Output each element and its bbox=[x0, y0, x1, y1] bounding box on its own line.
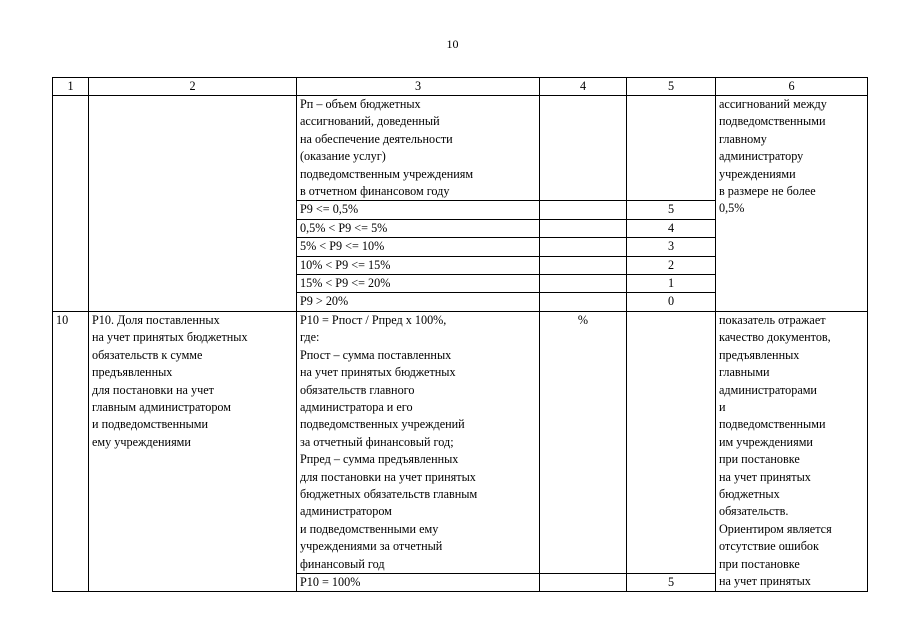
text-line: на учет принятых bbox=[719, 573, 811, 588]
text-line: ассигнований, доведенный bbox=[300, 114, 440, 129]
score-unit bbox=[540, 201, 627, 219]
row9-comment-cell bbox=[716, 96, 868, 312]
text-line: и bbox=[719, 399, 726, 414]
score-value: 1 bbox=[627, 275, 716, 293]
text-line: для постановки на учет bbox=[92, 382, 214, 397]
text-line: Рп – объем бюджетных bbox=[300, 97, 421, 111]
text-line: при постановке bbox=[719, 452, 800, 467]
text-line: 0,5% bbox=[719, 201, 745, 216]
text-line: ему учреждениями bbox=[92, 434, 191, 449]
header-cell-6: 6 bbox=[716, 78, 868, 96]
text-line: учреждениями bbox=[719, 166, 796, 181]
text-line: финансовый год bbox=[300, 556, 385, 571]
score-condition: Р10 = 100% bbox=[297, 573, 540, 591]
score-value: 5 bbox=[627, 573, 716, 591]
text-line: для постановки на учет принятых bbox=[300, 469, 476, 484]
score-condition: Р9 <= 0,5% bbox=[297, 201, 540, 219]
row9-name-cell bbox=[89, 96, 297, 312]
score-value: 0 bbox=[627, 293, 716, 311]
text-line: предъявленных bbox=[719, 347, 800, 362]
text-line: на обеспечение деятельности bbox=[300, 131, 453, 146]
row9-unit-cell bbox=[540, 96, 627, 201]
text-line: за отчетный финансовый год; bbox=[300, 434, 454, 449]
text-line: главными bbox=[719, 365, 770, 380]
text-line: отсутствие ошибок bbox=[719, 539, 819, 554]
text-line: подведомственных учреждений bbox=[300, 417, 465, 432]
text-line: Рпост – сумма поставленных bbox=[300, 347, 452, 362]
text-line: администратором bbox=[300, 504, 392, 519]
row10-number-cell: 10 bbox=[53, 311, 89, 592]
row9-formula-cell bbox=[297, 96, 540, 201]
row9-number-cell bbox=[53, 96, 89, 312]
text-line: на учет принятых bbox=[719, 469, 811, 484]
score-condition: 5% < Р9 <= 10% bbox=[297, 238, 540, 256]
score-value: 2 bbox=[627, 256, 716, 274]
row10-formula-cell bbox=[297, 311, 540, 573]
score-unit bbox=[540, 219, 627, 237]
score-unit bbox=[540, 293, 627, 311]
score-value: 5 bbox=[627, 201, 716, 219]
text-line: и подведомственными ему bbox=[300, 521, 439, 536]
text-line: на учет принятых бюджетных bbox=[300, 365, 456, 380]
text-line: предъявленных bbox=[92, 365, 173, 380]
row10-comment-cell bbox=[716, 311, 868, 592]
header-cell-4: 4 bbox=[540, 78, 627, 96]
text-line: Р10. Доля поставленных bbox=[92, 312, 220, 327]
table-row bbox=[53, 311, 868, 573]
text-line: обязательств. bbox=[719, 504, 789, 519]
text-line: при постановке bbox=[719, 556, 800, 571]
text-line: администратору bbox=[719, 149, 804, 164]
score-unit bbox=[540, 238, 627, 256]
text-line: в отчетном финансовом году bbox=[300, 184, 450, 199]
text-line: им учреждениями bbox=[719, 434, 813, 449]
text-line: качество документов, bbox=[719, 330, 831, 345]
text-line: на учет принятых бюджетных bbox=[92, 330, 248, 345]
score-value: 4 bbox=[627, 219, 716, 237]
text-line: бюджетных обязательств главным bbox=[300, 486, 478, 501]
text-line: Ориентиром является bbox=[719, 521, 832, 536]
row9-score-cell bbox=[627, 96, 716, 201]
text-line: учреждениями за отчетный bbox=[300, 539, 443, 554]
text-line: показатель отражает bbox=[719, 312, 826, 327]
score-unit bbox=[540, 256, 627, 274]
header-row bbox=[53, 78, 868, 96]
indicators-table bbox=[52, 77, 868, 592]
text-line: подведомственными bbox=[719, 417, 826, 432]
score-condition: 15% < Р9 <= 20% bbox=[297, 275, 540, 293]
text-line: Рпред – сумма предъявленных bbox=[300, 452, 459, 467]
score-condition: 0,5% < Р9 <= 5% bbox=[297, 219, 540, 237]
header-cell-3: 3 bbox=[297, 78, 540, 96]
text-line: главным администратором bbox=[92, 399, 231, 414]
text-line: где: bbox=[300, 330, 320, 345]
row10-score-cell bbox=[627, 311, 716, 573]
header-cell-1: 1 bbox=[53, 78, 89, 96]
score-condition: Р9 > 20% bbox=[297, 293, 540, 311]
text-line: Р10 = Рпост / Рпред x 100%, bbox=[300, 312, 447, 327]
text-line: в размере не более bbox=[719, 184, 816, 199]
header-cell-5: 5 bbox=[627, 78, 716, 96]
text-line: бюджетных bbox=[719, 486, 780, 501]
page-number: 10 bbox=[446, 37, 459, 51]
text-line: администратора и его bbox=[300, 399, 413, 414]
text-line: подведомственными bbox=[719, 114, 826, 129]
table-row bbox=[53, 96, 868, 201]
text-line: обязательств к сумме bbox=[92, 347, 203, 362]
text-line: (оказание услуг) bbox=[300, 149, 386, 164]
score-value: 3 bbox=[627, 238, 716, 256]
row10-unit-cell: % bbox=[540, 311, 627, 573]
text-line: обязательств главного bbox=[300, 382, 415, 397]
score-unit bbox=[540, 573, 627, 591]
text-line: ассигнований между bbox=[719, 97, 827, 111]
header-cell-2: 2 bbox=[89, 78, 297, 96]
text-line: главному bbox=[719, 131, 767, 146]
score-condition: 10% < Р9 <= 15% bbox=[297, 256, 540, 274]
text-line: и подведомственными bbox=[92, 417, 209, 432]
score-unit bbox=[540, 275, 627, 293]
text-line: администраторами bbox=[719, 382, 817, 397]
row10-name-cell bbox=[89, 311, 297, 592]
text-line: подведомственным учреждениям bbox=[300, 166, 474, 181]
